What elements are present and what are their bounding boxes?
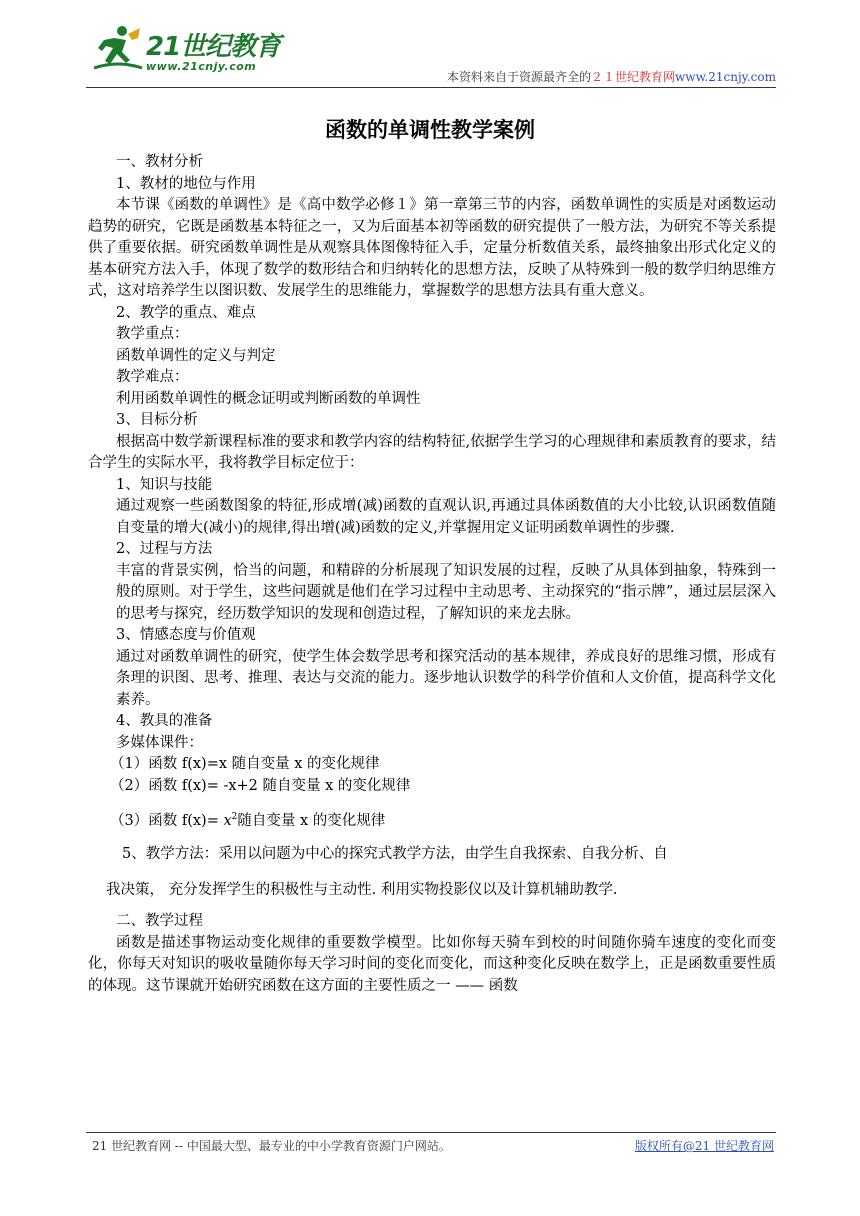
- header-divider: [86, 87, 776, 88]
- label-text: 教学难点：: [116, 369, 189, 385]
- page-header: [86, 18, 776, 86]
- paragraph: 函数是描述事物运动变化规律的重要数学模型。比如你每天骑车到校的时间随你骑车速度的变化而变化，你每天对知识的吸收量随你每天学习时间的变化而变化，而这种变化反映在数学上，正是函数重要性质的体现。这节课就开始研究函数在这方面的主要性质之一 —— 函数: [88, 934, 776, 994]
- subsection-heading: 2、教学的重点、难点: [116, 304, 256, 321]
- header-note-url[interactable]: www.21cnjy.com: [675, 70, 776, 84]
- header-note-prefix: 本资料来自于资源最齐全的: [447, 70, 592, 84]
- copyright-link[interactable]: 版权所有@21 世纪教育网: [634, 1139, 774, 1153]
- subsection-heading: 3、目标分析: [116, 412, 198, 428]
- list-item: （2）函数 f(x)= -x+2 随自变量 x 的变化规律: [110, 777, 411, 794]
- document-body: [88, 152, 776, 997]
- logo-brand-text: 21世纪教育: [146, 32, 281, 62]
- runner-logo-icon: [92, 24, 144, 74]
- list-item-prefix: （3）函数 f(x)=: [110, 812, 224, 829]
- header-note: [447, 68, 776, 85]
- paragraph: 通过观察一些函数图象的特征,形成增(减)函数的直观认识,再通过具体函数值的大小比较,认识函数值随自变量的增大(减小)的规律,得出增(减)函数的定义,并掌握用定义证明函数单调性的步骤.: [116, 498, 776, 536]
- list-item-suffix: 随自变量 x 的变化规律: [237, 812, 386, 829]
- subsection-heading: 1、知识与技能: [116, 476, 213, 493]
- paragraph: 利用函数单调性的概念证明或判断函数的单调性: [116, 390, 421, 407]
- subsection-heading: 3、情感态度与价值观: [116, 627, 256, 643]
- math-exponent: 2: [231, 812, 238, 822]
- math-variable: x: [223, 812, 232, 829]
- section-heading: 一、教材分析: [116, 154, 203, 170]
- subsection-heading: 1、教材的地位与作用: [116, 175, 256, 192]
- paragraph: 我决策， 充分发挥学生的积极性与主动性. 利用实物投影仪以及计算机辅助教学.: [106, 881, 618, 898]
- document-title: 函数的单调性教学案例: [325, 118, 535, 142]
- subsection-heading: 2、过程与方法: [116, 541, 213, 557]
- logo-url-text: www.21cnjy.com: [146, 60, 257, 73]
- paragraph: 根据高中数学新课程标准的要求和教学内容的结构特征,依据学生学习的心理规律和素质教育的要求，结合学生的实际水平，我将教学目标定位于：: [88, 433, 776, 471]
- list-item: [88, 807, 776, 832]
- paragraph: 函数单调性的定义与判定: [116, 347, 276, 364]
- subsection-heading: 4、教具的准备: [116, 713, 213, 729]
- site-logo[interactable]: [86, 18, 296, 82]
- label-text: 教学重点：: [116, 326, 189, 342]
- list-item: （1）函数 f(x)=x 随自变量 x 的变化规律: [110, 756, 380, 772]
- paragraph: 通过对函数单调性的研究，使学生体会数学思考和探究活动的基本规律，养成良好的思维习惯，形成有条理的识图、思考、推理、表达与交流的能力。逐步地认识数学的科学价值和人文价值，提高科学文化素养。: [116, 648, 776, 708]
- label-text: 多媒体课件：: [116, 734, 203, 751]
- section-heading: 二、教学过程: [116, 913, 203, 930]
- header-note-brand: ２１世纪教育网: [591, 70, 676, 84]
- paragraph: 丰富的背景实例，恰当的问题，和精辟的分析展现了知识发展的过程，反映了从具体到抽象，特殊到一般的原则。对于学生，这些问题就是他们在学习过程中主动思考、主动探究的“指示牌”，通过层层深入的思考与探究，经历数学知识的发现和创造过程，了解知识的来龙去脉。: [116, 562, 776, 622]
- paragraph: 本节课《函数的单调性》是《高中数学必修１》第一章第三节的内容，函数单调性的实质是对函数运动趋势的研究，它既是函数基本特征之一，又为后面基本初等函数的研究提供了一般方法，为研究不等关系提供了重要依据。研究函数单调性是从观察具体图像特征入手，定量分析数值关系，最终抽象出形式化定义的基本研究方法入手，体现了数学的数形结合和归纳转化的思想方法，反映了从特殊到一般的数学归纳思维方式，这对培养学生以图识数、发展学生的思维能力，掌握数学的思想方法具有重大意义。: [88, 197, 776, 299]
- footer-text: 21 世纪教育网 -- 中国最大型、最专业的中小学教育资源门户网站。: [92, 1139, 451, 1153]
- paragraph: 5、教学方法：采用以问题为中心的探究式教学方法，由学生自我探索、自我分析、自: [122, 846, 668, 863]
- footer-divider: [86, 1132, 776, 1133]
